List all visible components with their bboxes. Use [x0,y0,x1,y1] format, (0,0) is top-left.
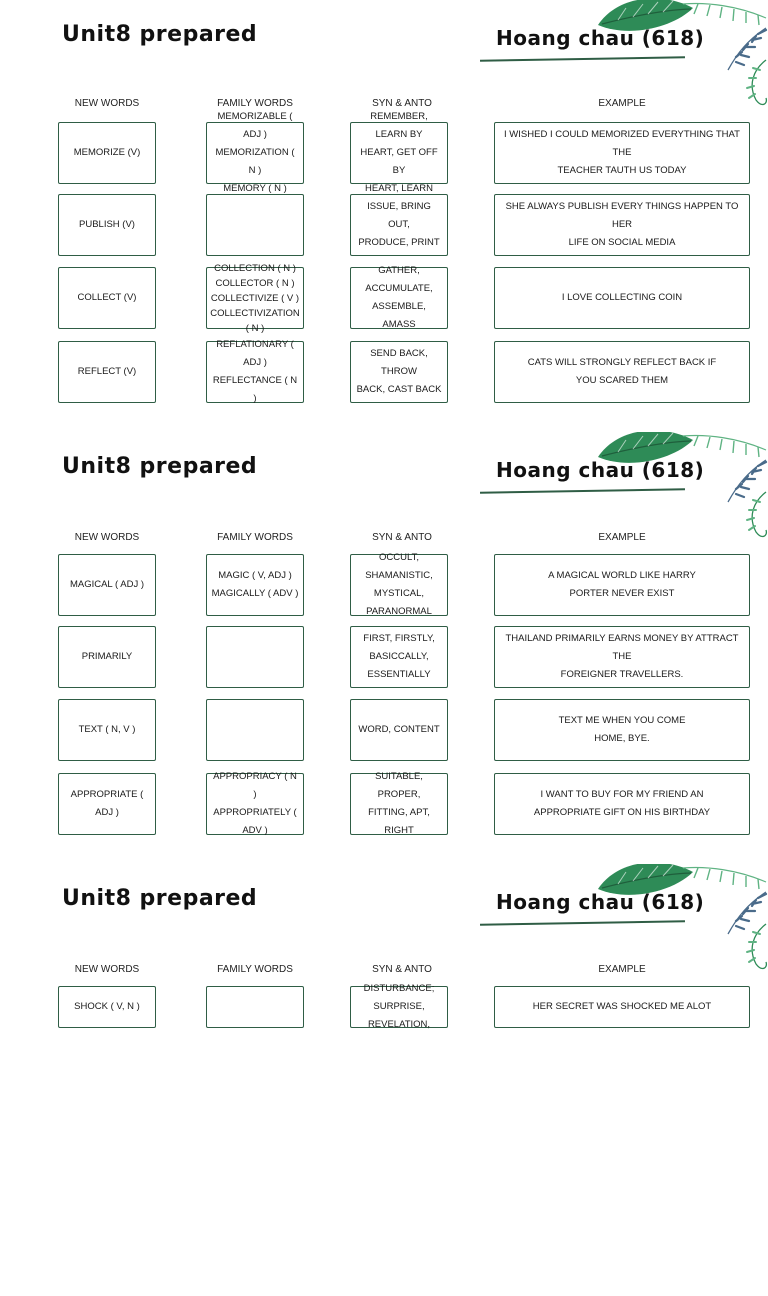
vocab-cell-example [494,699,750,761]
cell-text: SHOCK ( V, N ) [74,1001,140,1012]
cell-text: OCCULT, SHAMANISTIC, MYSTICAL, PARANORMAL [365,552,433,617]
column-header-syn-anto: SYN & ANTO [372,532,432,543]
cell-text: SUITABLE, PROPER, FITTING, APT, RIGHT [368,771,430,836]
vocab-cell-word [58,194,156,256]
vocab-cell-example [494,194,750,256]
vocab-cell-word [58,267,156,329]
vocab-cell-syn [350,626,448,688]
column-header-example: EXAMPLE [598,964,646,975]
cell-text: APPROPRIACY ( N ) APPROPRIATELY ( ADV ) [213,771,297,836]
author-name: Hoang chau (618) [496,26,705,50]
cell-text: PRIMARILY [81,651,133,662]
vocab-cell-example [494,267,750,329]
vocab-cell-syn [350,267,448,329]
vocab-cell-word [58,986,156,1028]
vocab-cell-word [58,554,156,616]
column-header-example: EXAMPLE [598,532,646,543]
column-header-syn-anto: SYN & ANTO [372,98,432,109]
column-header-family-words: FAMILY WORDS [217,98,293,109]
cell-text: TEXT ME WHEN YOU COME HOME, BYE. [558,715,686,744]
vocab-section [0,0,768,432]
cell-text: I WISHED I COULD MEMORIZED EVERYTHING THAT THE TEACHER TAUTH US TODAY [504,129,740,176]
vocab-cell-example [494,554,750,616]
column-header-example: EXAMPLE [598,98,646,109]
cell-text: WORD, CONTENT [358,724,440,735]
cell-text: PUBLISH (V) [79,219,135,230]
author-name: Hoang chau (618) [496,890,705,914]
cell-text: TEXT ( N, V ) [78,724,136,735]
cell-text: GATHER, ACCUMULATE, ASSEMBLE, AMASS [365,265,433,330]
tropical-leaf-decoration-icon [588,0,768,110]
cell-text: SEND BACK, THROW BACK, CAST BACK [356,348,442,395]
column-header-syn-anto: SYN & ANTO [372,964,432,975]
vocab-cell-family [206,699,304,761]
vocab-cell-family [206,262,304,334]
cell-text: I WANT TO BUY FOR MY FRIEND AN APPROPRIATE GIFT ON HIS BIRTHDAY [533,789,711,818]
vocab-cell-word [58,626,156,688]
vocab-section [0,432,768,864]
vocab-cell-word [58,122,156,184]
cell-text: MEMORIZABLE ( ADJ ) MEMORIZATION ( N ) MEMORY ( N ) [215,111,295,194]
vocab-cell-family [206,773,304,835]
vocab-cell-example [494,341,750,403]
column-header-family-words: FAMILY WORDS [217,532,293,543]
tropical-leaf-decoration-icon [588,864,768,974]
vocab-cell-syn [350,194,448,256]
vocab-section [0,864,768,1296]
vocab-cell-family [206,111,304,194]
cell-text: DISTURBANCE; SURPRISE, REVELATION, [363,983,435,1030]
vocab-cell-family [206,554,304,616]
cell-text: ISSUE, BRING OUT, PRODUCE, PRINT [358,201,440,248]
cell-text: I LOVE COLLECTING COIN [561,292,683,303]
cell-text: FIRST, FIRSTLY, BASICCALLY, ESSENTIALLY [363,633,435,680]
vocab-cell-word [58,699,156,761]
section-title: Unit8 prepared [62,22,258,47]
section-title: Unit8 prepared [62,886,258,911]
vocab-cell-syn [350,554,448,616]
cell-text: MAGIC ( V, ADJ ) MAGICALLY ( ADV ) [211,570,299,599]
cell-text: SHE ALWAYS PUBLISH EVERY THINGS HAPPEN TO HER LIFE ON SOCIAL MEDIA [505,201,739,248]
cell-text: CATS WILL STRONGLY REFLECT BACK IF YOU SCARED THEM [527,357,717,386]
column-header-family-words: FAMILY WORDS [217,964,293,975]
cell-text: REFLATIONARY ( ADJ ) REFLECTANCE ( N ) [212,339,298,404]
vocab-cell-syn [350,773,448,835]
author-name: Hoang chau (618) [496,458,705,482]
vocab-cell-example [494,773,750,835]
cell-text: APPROPRIATE ( ADJ ) [70,789,144,818]
vocab-cell-syn [350,699,448,761]
vocab-cell-family [206,986,304,1028]
cell-text: A MAGICAL WORLD LIKE HARRY PORTER NEVER EXIST [548,570,696,599]
column-header-new-words: NEW WORDS [74,532,140,543]
cell-text: COLLECT (V) [77,292,137,303]
vocab-cell-example [494,626,750,688]
vocab-cell-syn [350,341,448,403]
vocab-cell-family [206,341,304,403]
tropical-leaf-decoration-icon [588,432,768,542]
vocab-cell-word [58,341,156,403]
cell-text: REFLECT (V) [77,366,137,377]
vocab-cell-example [494,986,750,1028]
vocab-cell-family [206,194,304,256]
cell-text: COLLECTION ( N ) COLLECTOR ( N ) COLLECTIVIZE ( V ) COLLECTIVIZATION ( N ) [210,262,300,334]
cell-text: THAILAND PRIMARILY EARNS MONEY BY ATTRACT THE FOREIGNER TRAVELLERS. [505,633,739,680]
column-header-new-words: NEW WORDS [74,964,140,975]
section-title: Unit8 prepared [62,454,258,479]
cell-text: HER SECRET WAS SHOCKED ME ALOT [532,1001,712,1012]
vocab-cell-syn [350,983,448,1030]
cell-text: MAGICAL ( ADJ ) [69,579,145,590]
cell-text: REMEMBER, LEARN BY HEART, GET OFF BY HEART, LEARN [360,111,438,194]
vocab-cell-family [206,626,304,688]
vocab-cell-syn [350,111,448,194]
cell-text: MEMORIZE (V) [73,147,141,158]
vocab-cell-word [58,773,156,835]
vocab-cell-example [494,122,750,184]
column-header-new-words: NEW WORDS [74,98,140,109]
